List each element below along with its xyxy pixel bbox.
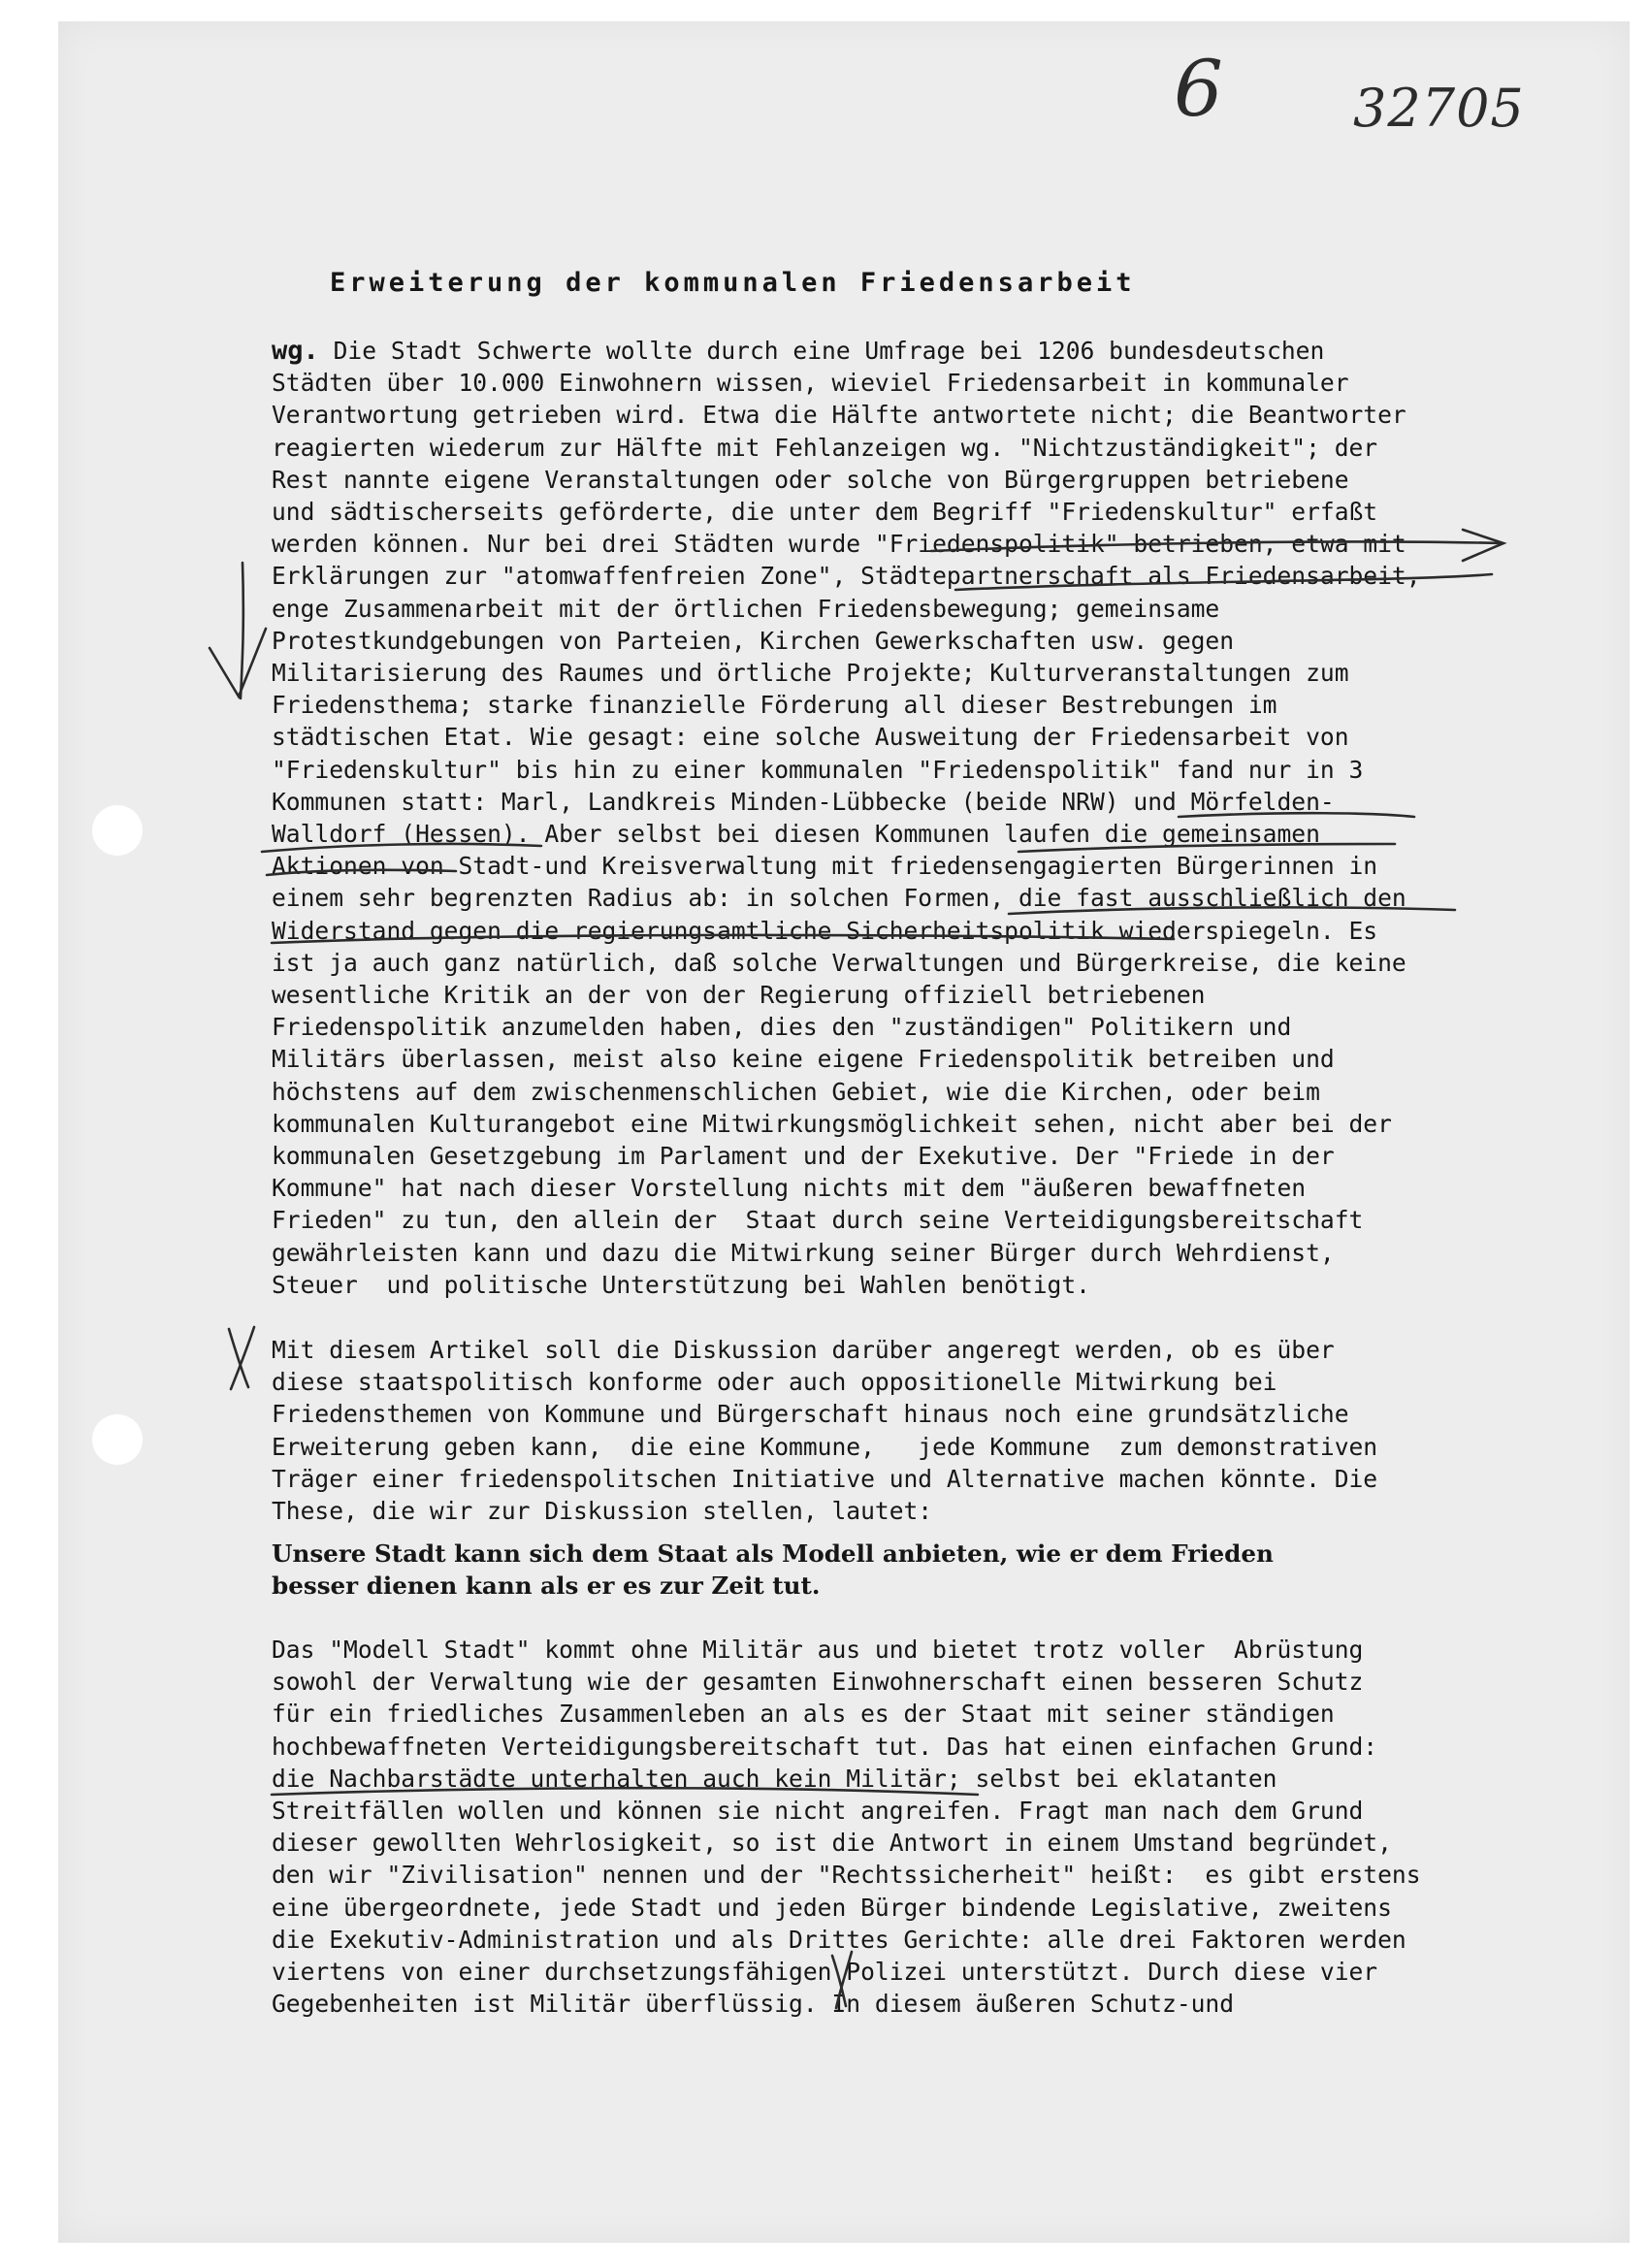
thesis-line: besser dienen kann als er es zur Zeit tut. xyxy=(272,1571,821,1601)
text-line: Rest nannte eigene Veranstaltungen oder solche von Bürgergruppen betriebene xyxy=(272,465,1349,494)
text-line: kommunalen Kulturangebot eine Mitwirkungsmöglichkeit sehen, nicht aber bei der xyxy=(272,1109,1392,1138)
text-line: These, die wir zur Diskussion stellen, lautet: xyxy=(272,1497,933,1526)
text-line: eine übergeordnete, jede Stadt und jeden Bürger bindende Legislative, zweitens xyxy=(272,1893,1392,1922)
text-line: die Exekutiv-Administration und als Drittes Gerichte: alle drei Faktoren werden xyxy=(272,1925,1406,1954)
text-line: Mit diesem Artikel soll die Diskussion darüber angeregt werden, ob es über xyxy=(272,1336,1335,1364)
text-line: diese staatspolitisch konforme oder auch oppositionelle Mitwirkung bei xyxy=(272,1368,1277,1397)
text-line: Träger einer friedenspolitschen Initiative und Alternative machen könnte. Die xyxy=(272,1464,1378,1493)
text-line: Protestkundgebungen von Parteien, Kirchen Gewerkschaften usw. gegen xyxy=(272,626,1235,655)
text-line: städtischen Etat. Wie gesagt: eine solche Ausweitung der Friedensarbeit von xyxy=(272,723,1349,752)
paragraph-discussion xyxy=(272,1334,1377,1527)
text-line: Kommune" hat nach dieser Vorstellung nichts mit dem "äußeren bewaffneten xyxy=(272,1174,1307,1203)
text-line: Friedensthemen von Kommune und Bürgerschaft hinaus noch eine grundsätzliche xyxy=(272,1400,1349,1429)
text-line: sowohl der Verwaltung wie der gesamten Einwohnerschaft einen besseren Schutz xyxy=(272,1668,1364,1697)
text-line: Frieden" zu tun, den allein der Staat durch seine Verteidigungsbereitschaft xyxy=(272,1206,1364,1235)
text-line: und sädtischerseits geförderte, die unter dem Begriff "Friedenskultur" erfaßt xyxy=(272,498,1378,527)
text-line: reagierten wiederum zur Hälfte mit Fehlanzeigen wg. "Nichtzuständigkeit"; der xyxy=(272,433,1378,462)
text-line: "Friedenskultur" bis hin zu einer kommunalen "Friedenspolitik" fand nur in 3 xyxy=(272,755,1364,784)
text-line: dieser gewollten Wehrlosigkeit, so ist die Antwort in einem Umstand begründet, xyxy=(272,1829,1392,1858)
text-line: Walldorf (Hessen). Aber selbst bei diesen Kommunen laufen die gemeinsamen xyxy=(272,820,1320,849)
text-line: Militärs überlassen, meist also keine eigene Friedenspolitik betreiben und xyxy=(272,1045,1335,1074)
text-line: Erweiterung geben kann, die eine Kommune, jede Kommune zum demonstrativen xyxy=(272,1432,1378,1461)
text-line xyxy=(272,335,1421,367)
text-line: enge Zusammenarbeit mit der örtlichen Friedensbewegung; gemeinsame xyxy=(272,594,1220,623)
text-line: wesentliche Kritik an der von der Regierung offiziell betriebenen xyxy=(272,981,1206,1010)
paragraph-intro xyxy=(272,335,1421,1301)
paragraph-model-city xyxy=(272,1634,1421,2020)
handwritten-archive-number: 32705 xyxy=(1353,78,1525,139)
thesis-line: Unsere Stadt kann sich dem Staat als Modell anbieten, wie er dem Frieden xyxy=(272,1539,1274,1568)
text-line: Verantwortung getrieben wird. Etwa die Hälfte antwortete nicht; die Beantworter xyxy=(272,401,1406,430)
text-line: Gegebenheiten ist Militär überflüssig. In diesem äußeren Schutz-und xyxy=(272,1990,1235,2019)
text-line: für ein friedliches Zusammenleben an als es der Staat mit seiner ständigen xyxy=(272,1700,1335,1729)
text-line: Das "Modell Stadt" kommt ohne Militär aus und bietet trotz voller Abrüstung xyxy=(272,1636,1364,1664)
text-line: die Nachbarstädte unterhalten auch kein Militär; selbst bei eklatanten xyxy=(272,1764,1277,1793)
punch-hole-bottom xyxy=(92,1414,143,1465)
author-initials: wg. xyxy=(272,336,319,366)
text-line: Militarisierung des Raumes und örtliche Projekte; Kulturveranstaltungen zum xyxy=(272,659,1349,688)
text-line: kommunalen Gesetzgebung im Parlament und der Exekutive. Der "Friede in der xyxy=(272,1142,1335,1171)
text-line: Friedenspolitik anzumelden haben, dies den "zuständigen" Politikern und xyxy=(272,1013,1292,1042)
text-line: gewährleisten kann und dazu die Mitwirkung seiner Bürger durch Wehrdienst, xyxy=(272,1238,1335,1267)
text-line: einem sehr begrenzten Radius ab: in solchen Formen, die fast ausschließlich den xyxy=(272,884,1406,913)
text-line: Steuer und politische Unterstützung bei Wahlen benötigt. xyxy=(272,1270,1090,1299)
text-line: Streitfällen wollen und können sie nicht angreifen. Fragt man nach dem Grund xyxy=(272,1797,1364,1826)
text-line: ist ja auch ganz natürlich, daß solche Verwaltungen und Bürgerkreise, die keine xyxy=(272,948,1406,977)
text-line-content: Die Stadt Schwerte wollte durch eine Umfrage bei 1206 bundesdeutschen xyxy=(318,337,1325,365)
text-line: werden können. Nur bei drei Städten wurde "Friedenspolitik" betrieben, etwa mit xyxy=(272,530,1406,559)
text-line: Friedensthema; starke finanzielle Förderung all dieser Bestrebungen im xyxy=(272,691,1277,720)
text-line: höchstens auf dem zwischenmenschlichen Gebiet, wie die Kirchen, oder beim xyxy=(272,1077,1320,1106)
punch-hole-top xyxy=(92,805,143,856)
text-line: Städten über 10.000 Einwohnern wissen, wieviel Friedensarbeit in kommunaler xyxy=(272,369,1349,398)
text-line: den wir "Zivilisation" nennen und der "Rechtssicherheit" heißt: es gibt erstens xyxy=(272,1861,1421,1890)
document-title: Erweiterung der kommunalen Friedensarbeit xyxy=(330,268,1136,298)
handwritten-page-number: 6 xyxy=(1174,44,1223,134)
text-line: viertens von einer durchsetzungsfähigen Polizei unterstützt. Durch diese vier xyxy=(272,1958,1378,1987)
text-line: Erklärungen zur "atomwaffenfreien Zone", Städtepartnerschaft als Friedensarbeit, xyxy=(272,562,1421,591)
text-line: hochbewaffneten Verteidigungsbereitschaft tut. Das hat einen einfachen Grund: xyxy=(272,1732,1378,1761)
text-line: Widerstand gegen die regierungsamtliche Sicherheitspolitik wiederspiegeln. Es xyxy=(272,916,1378,945)
text-line: Aktionen von Stadt-und Kreisverwaltung mit friedensengagierten Bürgerinnen in xyxy=(272,852,1378,881)
thesis-statement xyxy=(272,1538,1274,1602)
text-line: Kommunen statt: Marl, Landkreis Minden-Lübbecke (beide NRW) und Mörfelden- xyxy=(272,787,1335,816)
